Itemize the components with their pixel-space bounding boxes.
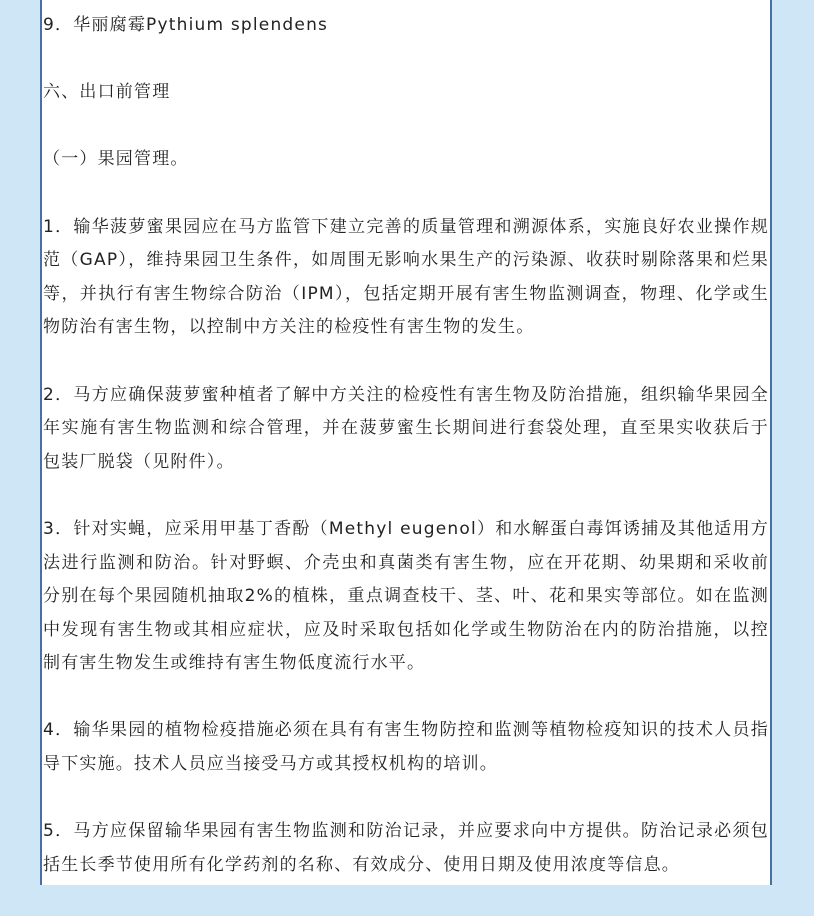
paragraph-2: 2．马方应确保菠萝蜜种植者了解中方关注的检疫性有害生物及防治措施，组织输华果园全年实施有害生物监测和综合管理，并在菠萝蜜生长期间进行套袋处理，直至果实收获后于包装厂脱袋（见附件）。 xyxy=(43,384,769,472)
paragraph-3: 3．针对实蝇，应采用甲基丁香酚（Methyl eugenol）和水解蛋白毒饵诱捕及其他适用方法进行监测和防治。针对野螟、介壳虫和真菌类有害生物，应在开花期、幼果期和采收前分别在每个果园随机抽取2%的植株，重点调查枝干、茎、叶、花和果实等部位。如在监测中发现有害生物或其相应症状，应及时采取包括如化学或生物防治在内的防治措施，以控制有害生物发生或维持有害生物低度流行水平。 xyxy=(43,518,769,674)
paragraph-1: 1．输华菠萝蜜果园应在马方监管下建立完善的质量管理和溯源体系，实施良好农业操作规范（GAP），维持果园卫生条件，如周围无影响水果生产的污染源、收获时剔除落果和烂果等，并执行有害生物综合防治（IPM），包括定期开展有害生物监测调查，物理、化学或生物防治有害生物，以控制中方关注的检疫性有害生物的发生。 xyxy=(43,216,769,338)
section-heading-pre-export-management: 六、出口前管理 xyxy=(43,82,171,103)
paragraph-4: 4．输华果园的植物检疫措施必须在具有有害生物防控和监测等植物检疫知识的技术人员指导下实施。技术人员应当接受马方或其授权机构的培训。 xyxy=(43,720,769,775)
paragraph-5: 5．马方应保留输华果园有害生物监测和防治记录，并应要求向中方提供。防治记录必须包括生长季节使用所有化学药剂的名称、有效成分、使用日期及使用浓度等信息。 xyxy=(43,821,769,875)
pest-list-item-9: 9．华丽腐霉Pythium splendens xyxy=(43,15,329,35)
subsection-heading-orchard-management: （一）果园管理。 xyxy=(43,149,189,170)
document-content xyxy=(43,0,769,916)
